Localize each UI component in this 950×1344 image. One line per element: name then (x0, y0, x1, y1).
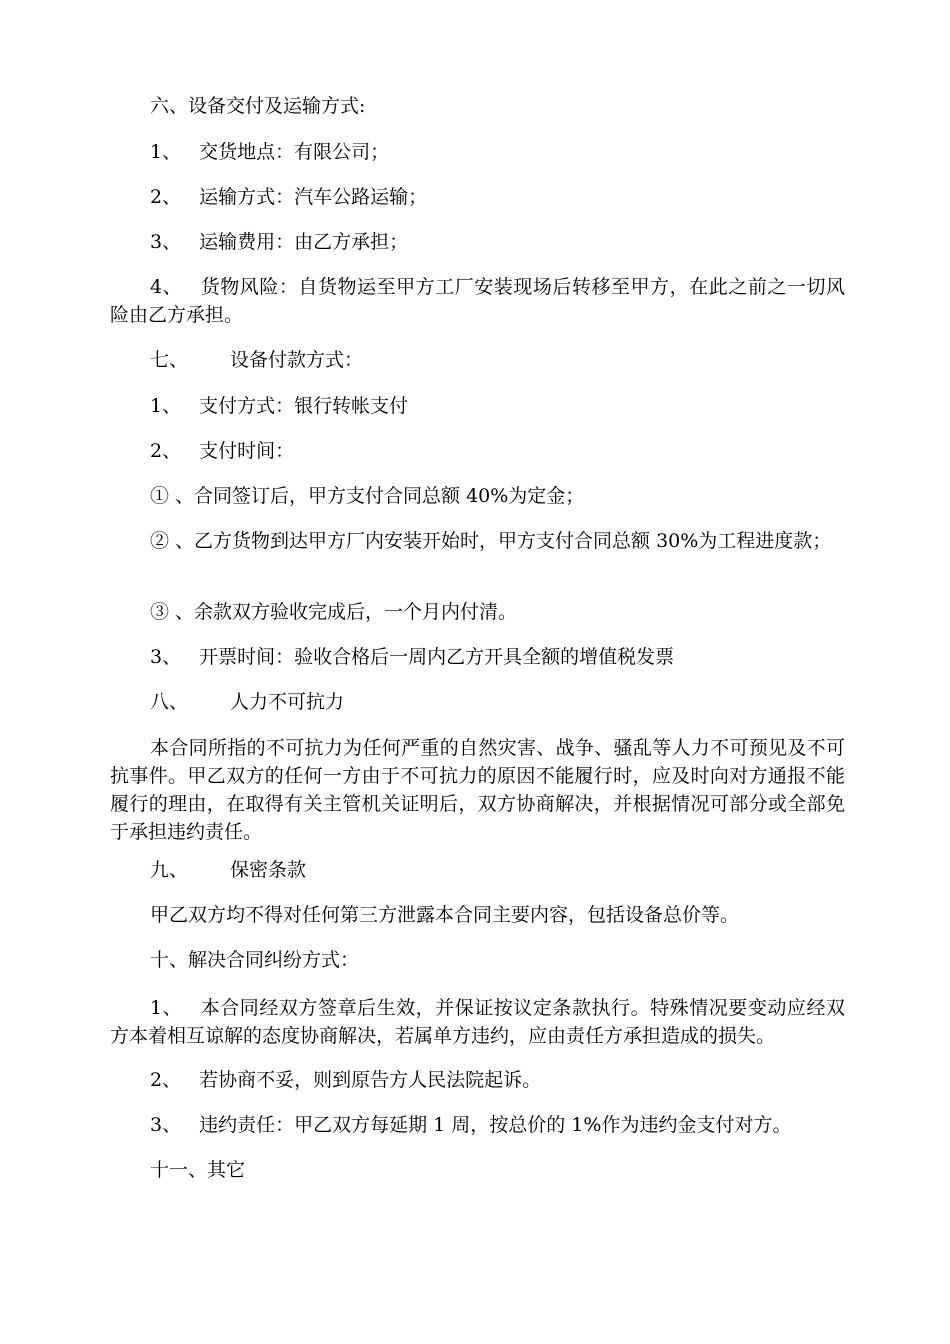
item-number: 2、 (150, 186, 182, 208)
section-7-item-1 (110, 392, 845, 420)
section-10-item-1 (110, 994, 845, 1050)
item-text: 货物风险：自货物运至甲方工厂安装现场后转移至甲方，在此之前之一切风险由乙方承担。 (110, 276, 845, 326)
item-text: 支付时间： (199, 440, 295, 462)
item-number: 1、 (150, 141, 182, 163)
section-7-heading (110, 346, 845, 374)
section-9-heading (110, 856, 845, 884)
section-11-heading: 十一、其它 (150, 1159, 246, 1181)
section-number: 八、 (150, 691, 189, 713)
item-number: 4、 (150, 276, 183, 298)
item-number: 1、 (150, 997, 183, 1019)
item-text: 运输费用：由乙方承担； (199, 231, 409, 253)
section-7-item-3 (110, 643, 845, 671)
item-number: 3、 (150, 646, 182, 668)
section-7-item-2 (110, 437, 845, 465)
item-number: 3、 (150, 231, 182, 253)
item-text: 交货地点：有限公司； (199, 141, 390, 163)
item-number: 2、 (150, 1069, 182, 1091)
section-8-body: 本合同所指的不可抗力为任何严重的自然灾害、战争、骚乱等人力不可预见及不可抗事件。甲乙双方的任何一方由于不可抗力的原因不能履行时，应及时向对方通报不能履行的理由，在取得有关主管机关证明后，双方协商解决，并根据情况可部分或全部免于承担违约责任。 (110, 737, 845, 843)
section-number: 七、 (150, 349, 189, 371)
section-6-item-1 (110, 138, 845, 166)
section-6-item-2 (110, 183, 845, 211)
payment-sub-item-3: ③ 、余款双方验收完成后，一个月内付清。 (150, 601, 518, 623)
item-number: 1、 (150, 395, 182, 417)
item-text: 运输方式：汽车公路运输； (199, 186, 428, 208)
section-10-item-2 (110, 1066, 845, 1094)
section-number: 九、 (150, 859, 189, 881)
section-10-item-3 (110, 1111, 845, 1139)
payment-sub-item-1: ① 、合同签订后，甲方支付合同总额 40%为定金； (150, 485, 585, 507)
item-text: 支付方式：银行转帐支付 (199, 395, 409, 417)
item-text: 违约责任：甲乙双方每延期 1 周，按总价的 1%作为违约金支付对方。 (199, 1114, 792, 1136)
section-6-item-4 (110, 273, 845, 329)
section-8-heading (110, 688, 845, 716)
item-text: 本合同经双方签章后生效，并保证按议定条款执行。特殊情况要变动应经双方本着相互谅解的态度协商解决，若属单方违约，应由责任方承担造成的损失。 (110, 997, 845, 1047)
item-number: 3、 (150, 1114, 182, 1136)
section-title: 保密条款 (230, 859, 307, 881)
item-number: 2、 (150, 440, 182, 462)
item-text: 若协商不妥，则到原告方人民法院起诉。 (199, 1069, 542, 1091)
section-title: 人力不可抗力 (230, 691, 345, 713)
section-6-heading: 六、设备交付及运输方式: (150, 95, 366, 117)
section-9-body: 甲乙双方均不得对任何第三方泄露本合同主要内容，包括设备总价等。 (150, 904, 740, 926)
section-10-heading: 十、解决合同纠纷方式： (150, 949, 360, 971)
payment-sub-item-2: ② 、乙方货物到达甲方厂内安装开始时，甲方支付合同总额 30%为工程进度款； (150, 530, 832, 552)
item-text: 开票时间：验收合格后一周内乙方开具全额的增值税发票 (199, 646, 675, 668)
section-title: 设备付款方式： (230, 349, 364, 371)
section-6-item-3 (110, 228, 845, 256)
